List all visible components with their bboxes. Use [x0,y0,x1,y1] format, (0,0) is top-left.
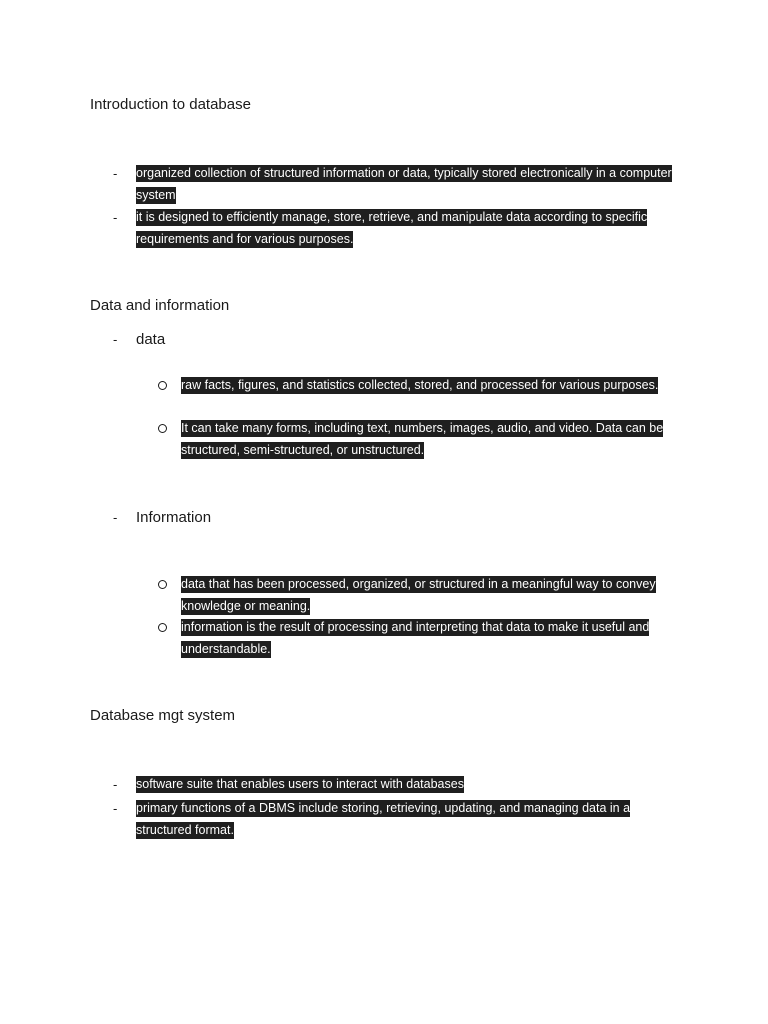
list-item-text: software suite that enables users to interact with databases [136,777,464,791]
circle-bullet-icon [158,381,167,390]
dash-bullet: - [113,210,118,225]
list-item-text: it is designed to efficiently manage, store, retrieve, and manipulate data according to specific requirements and for various purposes. [136,210,648,246]
heading-introduction-to-database: Introduction to database [90,96,251,113]
circle-bullet-icon [158,580,167,589]
circle-bullet-icon [158,424,167,433]
sub-heading-data: data [136,331,166,348]
dash-bullet: - [113,332,118,347]
sub-list-item-text: raw facts, figures, and statistics collected, stored, and processed for various purposes. [181,378,659,392]
list-item-text: primary functions of a DBMS include storing, retrieving, updating, and managing data in a structured format. [136,801,631,837]
sub-list-item-text: data that has been processed, organized, or structured in a meaningful way to convey knowledge or meaning. [181,577,656,613]
sub-list-item-text: It can take many forms, including text, numbers, images, audio, and video. Data can be structured, semi-structured, or unstructured. [181,421,664,457]
dash-bullet: - [113,777,118,792]
circle-bullet-icon [158,623,167,632]
dash-bullet: - [113,801,118,816]
dash-bullet: - [113,510,118,525]
sub-heading-information: Information [136,509,212,526]
heading-data-and-information: Data and information [90,297,230,314]
heading-database-mgt-system: Database mgt system [90,707,236,724]
sub-list-item-text: information is the result of processing and interpreting that data to make it useful and understandable. [181,620,650,656]
dash-bullet: - [113,166,118,181]
list-item-text: organized collection of structured information or data, typically stored electronically in a computer system [136,166,672,202]
